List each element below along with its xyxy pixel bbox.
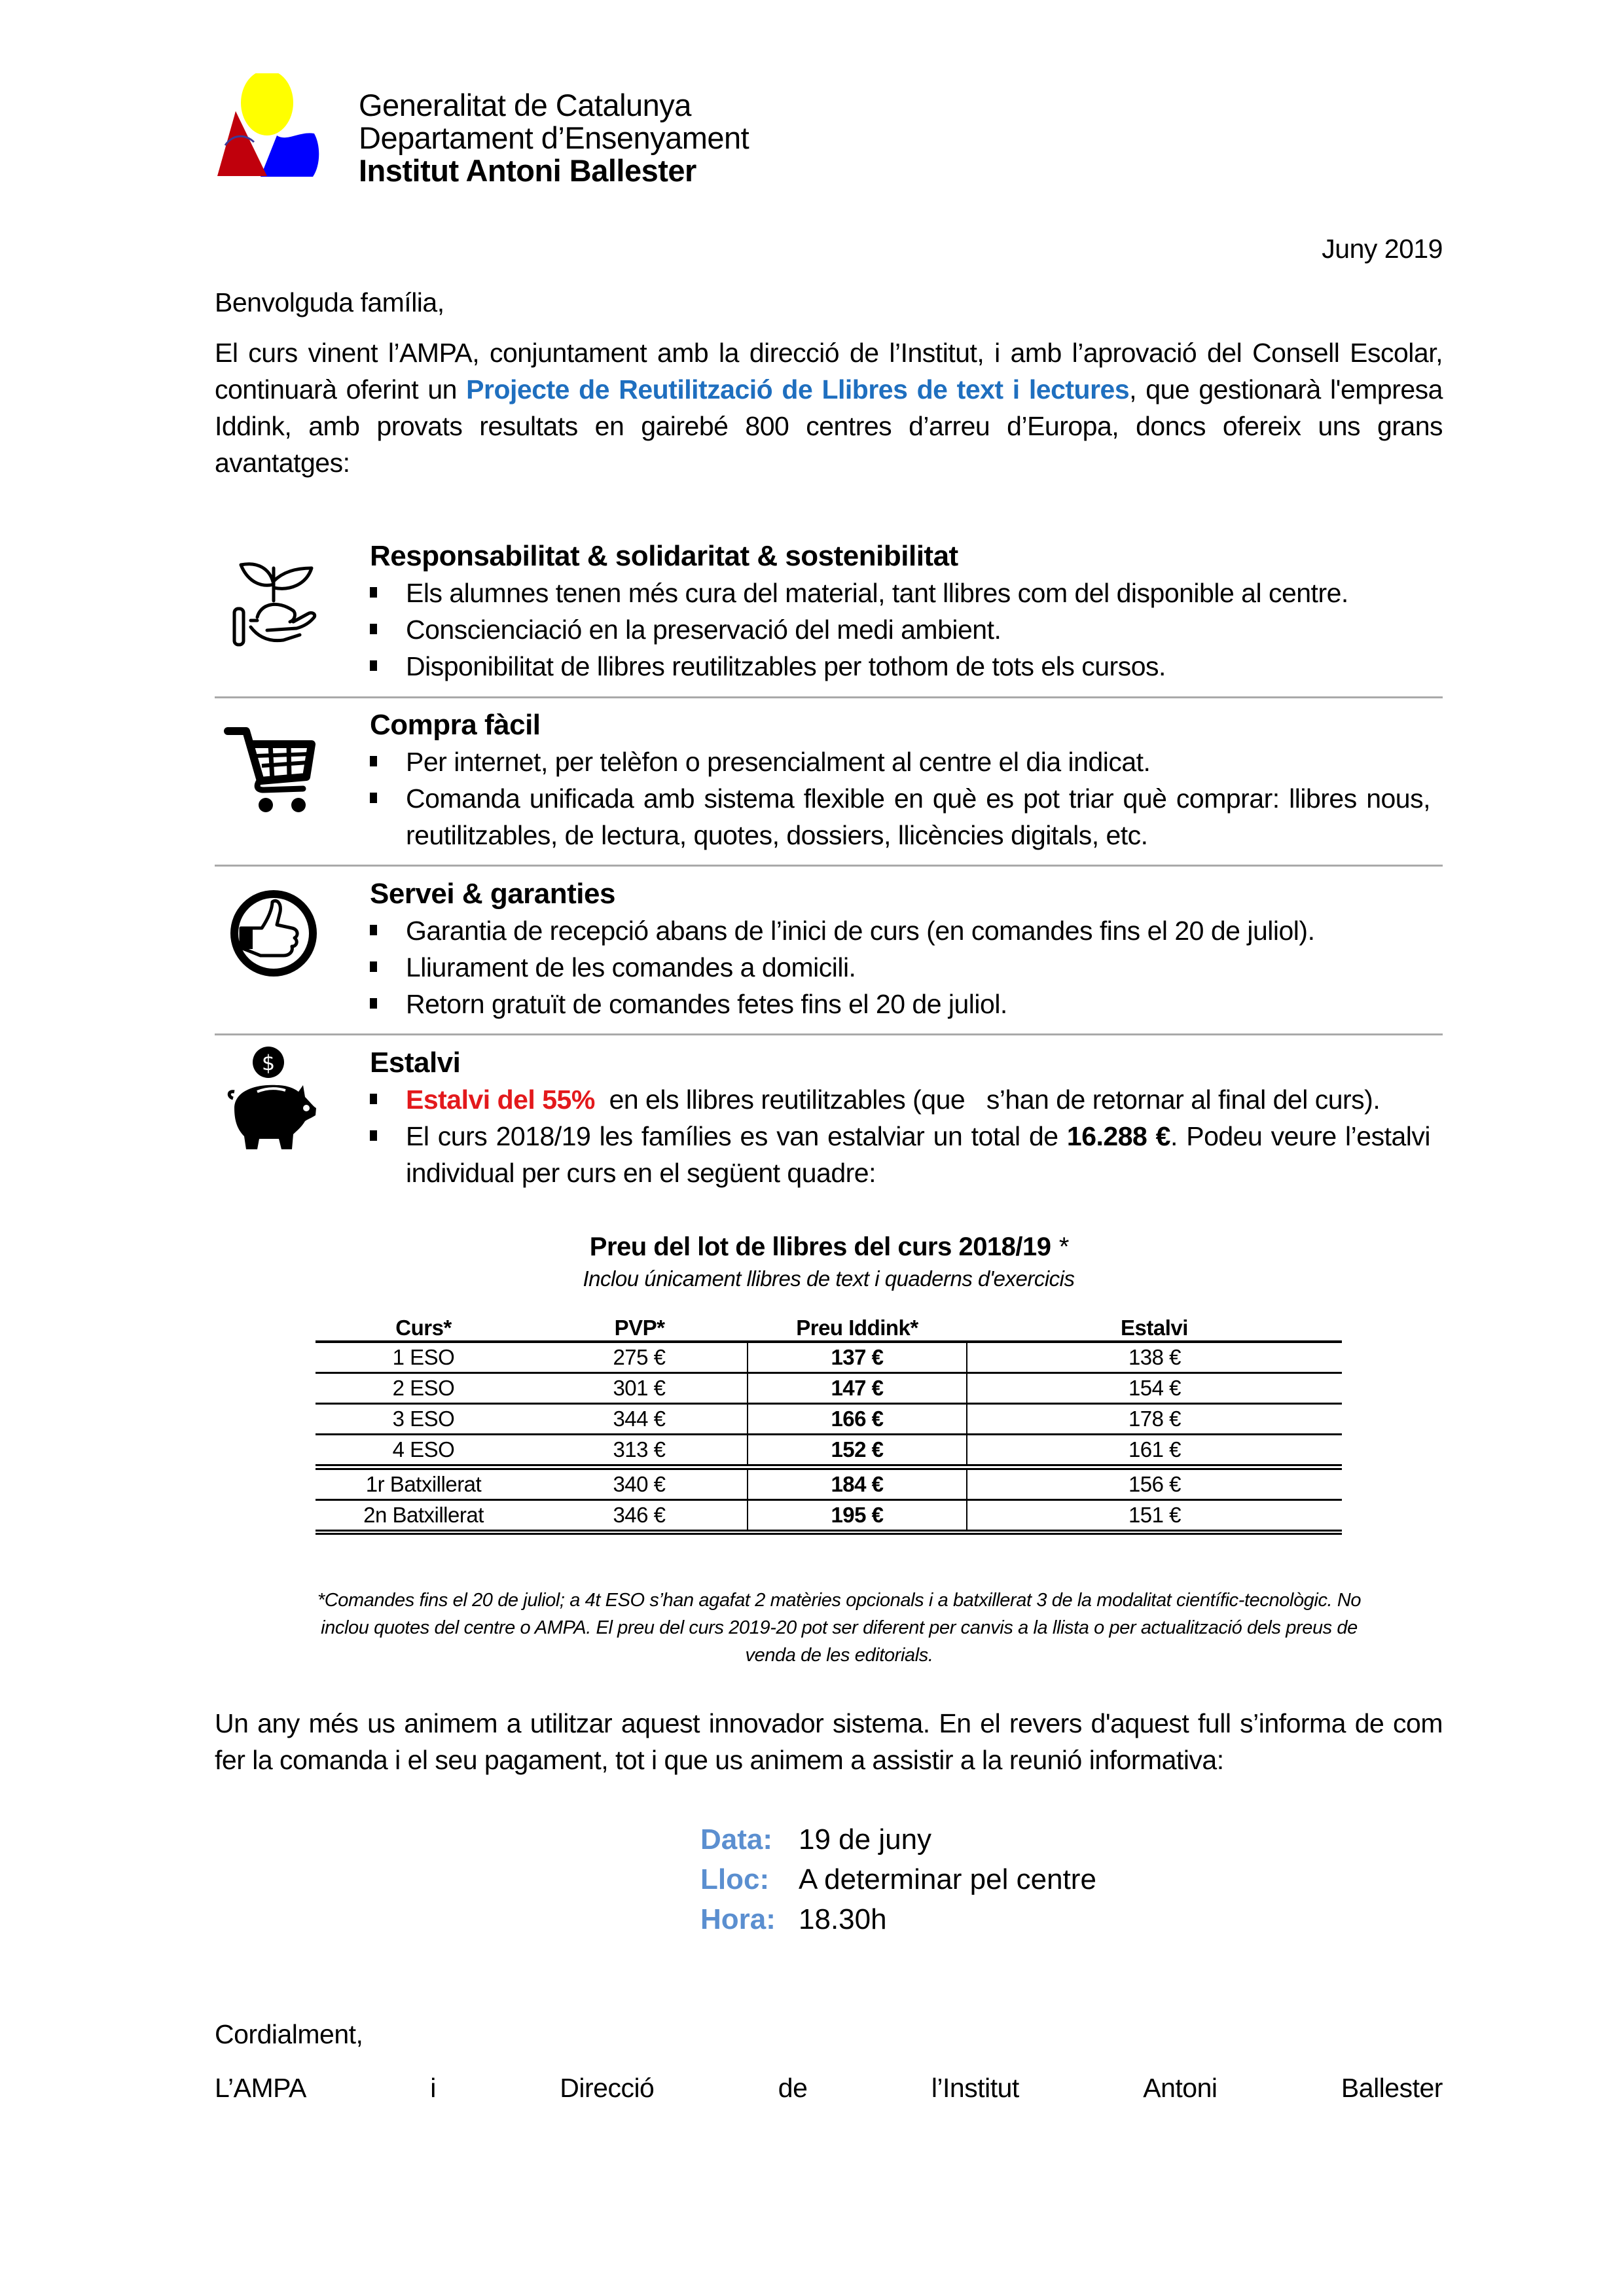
bullet-item: Lliurament de les comandes a domicili. xyxy=(370,949,1430,986)
section-title: Servei & garanties xyxy=(370,878,615,910)
school-name: Institut Antoni Ballester xyxy=(359,153,696,188)
section-divider xyxy=(215,865,1443,867)
price-table-title: Preu del lot de llibres del curs 2018/19 * xyxy=(589,1232,1068,1261)
section-title: Responsabilitat & solidaritat & sostenibilitat xyxy=(370,540,958,572)
table-row: 3 ESO 344 € 166 € 178 € xyxy=(316,1404,1342,1435)
school-header xyxy=(359,89,749,187)
meeting-info xyxy=(700,1820,1096,1939)
table-footnote: *Comandes fins el 20 de juliol; a 4t ESO s’han agafat 2 matèries opcionals i a batxillerat 3 de la modalitat científic-tecnològic. No inclou quotes del centre o AMPA. El preu del curs 2019-20 pot ser diferent per canvis a la llista o per actualització dels preus de venda de les editorials. xyxy=(317,1590,1362,1666)
bullet-item: Estalvi del 55% en els llibres reutilitzables (que s’han de retornar al final del curs). xyxy=(370,1081,1430,1118)
svg-text:$: $ xyxy=(261,1050,276,1075)
greeting: Benvolguda família, xyxy=(215,287,444,317)
bullet-item: Retorn gratuït de comandes fetes fins el 20 de juliol. xyxy=(370,986,1430,1022)
letter-date: Juny 2019 xyxy=(1322,234,1443,264)
section-divider xyxy=(215,1033,1443,1035)
section-title: Estalvi xyxy=(370,1047,461,1079)
intro-text-start: El curs vinent l’AMPA, conjuntament amb la direcció de l’Institut, i amb l’aprovació del Consell Escolar, continuarà oferint un xyxy=(215,338,1443,404)
section-savings xyxy=(370,1045,1430,1191)
signature-line: L’AMPA i Direcció de l’Institut Antoni Ballester xyxy=(215,2073,1443,2103)
section-service-guarantees xyxy=(370,876,1430,1022)
table-row: 2 ESO 301 € 147 € 154 € xyxy=(316,1373,1342,1404)
price-table xyxy=(316,1310,1342,1535)
intro-text-end: , que gestionarà l'empresa Iddink, amb provats resultats en gairebé 800 centres d’arreu d’Europa, doncs ofereix uns grans avantatges: xyxy=(215,374,1443,478)
bullet-item: Disponibilitat de llibres reutilitzables per tothom de tots els cursos. xyxy=(370,648,1430,685)
closing-paragraph: Un any més us animem a utilitzar aquest innovador sistema. En el revers d'aquest full s’informa de com fer la comanda i el seu pagament, tot i que us animem a assistir a la reunió informativa: xyxy=(215,1708,1443,1775)
intro-paragraph xyxy=(215,334,1443,481)
total-savings-amount: 16.288 € xyxy=(1066,1121,1170,1151)
plant-in-hand-icon xyxy=(221,548,326,653)
meeting-date-row: Data: 19 de juny xyxy=(700,1823,932,1856)
school-logo xyxy=(215,73,359,181)
meeting-place-row: Lloc: A determinar pel centre xyxy=(700,1863,1096,1895)
section-responsibility xyxy=(370,538,1430,685)
bullet-item: El curs 2018/19 les famílies es van estalviar un total de 16.288 €. Podeu veure l’estalvi individual per curs en el següent quadre: xyxy=(370,1118,1430,1191)
table-row: 2n Batxillerat 346 € 195 € 151 € xyxy=(316,1500,1342,1533)
section-title: Compra fàcil xyxy=(370,709,541,741)
bullet-item: Els alumnes tenen més cura del material, tant llibres com del disponible al centre. xyxy=(370,575,1430,611)
piggy-bank-icon xyxy=(221,1046,326,1151)
section-easy-purchase xyxy=(370,707,1430,853)
thumbs-up-badge-icon xyxy=(221,882,326,987)
column-header: Preu Iddink* xyxy=(748,1310,967,1342)
table-header-row xyxy=(316,1310,1342,1342)
regards: Cordialment, xyxy=(215,2019,363,2049)
org-line-1: Generalitat de Catalunya xyxy=(359,88,691,122)
table-row: 4 ESO 313 € 152 € 161 € xyxy=(316,1435,1342,1467)
section-divider xyxy=(215,696,1443,698)
price-table-subtitle: Inclou únicament llibres de text i quaderns d'exercicis xyxy=(583,1266,1075,1291)
shopping-cart-icon xyxy=(221,717,326,821)
bullet-item: Per internet, per telèfon o presencialment al centre el dia indicat. xyxy=(370,744,1430,780)
column-header: PVP* xyxy=(532,1310,748,1342)
bullet-item: Garantia de recepció abans de l’inici de curs (en comandes fins el 20 de juliol). xyxy=(370,912,1430,949)
table-row: 1 ESO 275 € 137 € 138 € xyxy=(316,1342,1342,1373)
bullet-item: Conscienciació en la preservació del medi ambient. xyxy=(370,611,1430,648)
meeting-time-row: Hora: 18.30h xyxy=(700,1903,887,1935)
savings-percent-highlight: Estalvi del 55% xyxy=(406,1085,595,1115)
table-row: 1r Batxillerat 340 € 184 € 156 € xyxy=(316,1467,1342,1500)
org-line-2: Departament d’Ensenyament xyxy=(359,120,749,155)
bullet-item: Comanda unificada amb sistema flexible en què es pot triar què comprar: llibres nous, reutilitzables, de lectura, quotes, dossiers, llicències digitals, etc. xyxy=(370,780,1430,853)
column-header: Curs* xyxy=(316,1310,532,1342)
column-header: Estalvi xyxy=(967,1310,1342,1342)
project-name-highlight: Projecte de Reutilització de Llibres de text i lectures xyxy=(466,374,1130,404)
